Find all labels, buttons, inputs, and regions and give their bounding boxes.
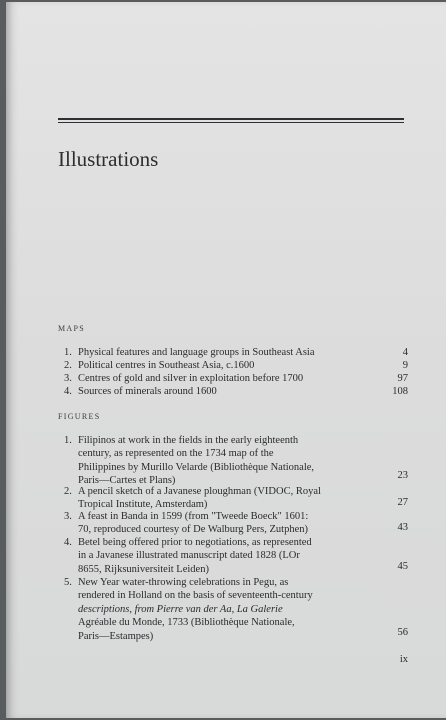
entry-number: 2. <box>64 360 72 371</box>
page-title: Illustrations <box>58 147 159 171</box>
entry-caption: Betel being offered prior to negotiations, as represented in a Javanese illustrated manuscript dated 1828 (LOr 8655, Rijksuniversiteit Leiden) <box>78 537 312 575</box>
entry-page-number: 23 <box>397 470 408 481</box>
entry-caption: Filipinos at work in the fields in the early eighteenth century, as represented on the 1734 map of the Philippines by Murillo Velarde (Bibliothèque Nationale, Paris—Cartes et Plans) <box>78 435 315 487</box>
entry-caption: New Year water-throwing celebrations in Pegu, as rendered in Holland on the basis of seventeenth-century descriptions, from Pierre van der Aa, La Galerie Agréable du Monde, 1733 (Bibliothèque Nationale, Paris—Estampes) <box>78 577 313 642</box>
entry-caption: A feast in Banda in 1599 (from "Tweede Boeck" 1601: 70, reproduced courtesy of De Walburg Pers, Zutphen) <box>78 511 309 536</box>
entry-caption: Physical features and language groups in Southeast Asia <box>78 347 315 358</box>
header-rule-thin <box>58 122 404 123</box>
entry-page-number: 97 <box>397 373 408 384</box>
entry-number: 4. <box>64 386 72 397</box>
entry-page-number: 4 <box>402 347 408 358</box>
entry-caption: Centres of gold and silver in exploitation before 1700 <box>78 373 304 384</box>
figures-heading: FIGURES <box>58 412 101 421</box>
entry-page-number: 108 <box>392 386 408 397</box>
entry-page-number: 27 <box>397 497 408 508</box>
entry-page-number: 56 <box>397 627 408 638</box>
entry-caption: A pencil sketch of a Javanese ploughman (VIDOC, Royal Tropical Institute, Amsterdam) <box>78 486 321 511</box>
entry-number: 3. <box>64 373 72 384</box>
entry-number: 1. <box>64 347 72 358</box>
entry-page-number: 45 <box>397 561 408 572</box>
entry-number: 2. <box>64 486 72 497</box>
book-page <box>6 2 446 718</box>
entry-page-number: 43 <box>397 522 408 533</box>
maps-heading: MAPS <box>58 324 85 333</box>
header-rule-thick <box>58 118 404 120</box>
page-folio: ix <box>399 654 408 665</box>
entry-number: 3. <box>64 511 72 522</box>
entry-caption: Political centres in Southeast Asia, c.1600 <box>78 360 255 371</box>
entry-caption: Sources of minerals around 1600 <box>78 386 217 397</box>
entry-number: 1. <box>64 435 72 446</box>
entry-page-number: 9 <box>402 360 408 371</box>
entry-number: 4. <box>64 537 72 548</box>
entry-number: 5. <box>64 577 72 588</box>
